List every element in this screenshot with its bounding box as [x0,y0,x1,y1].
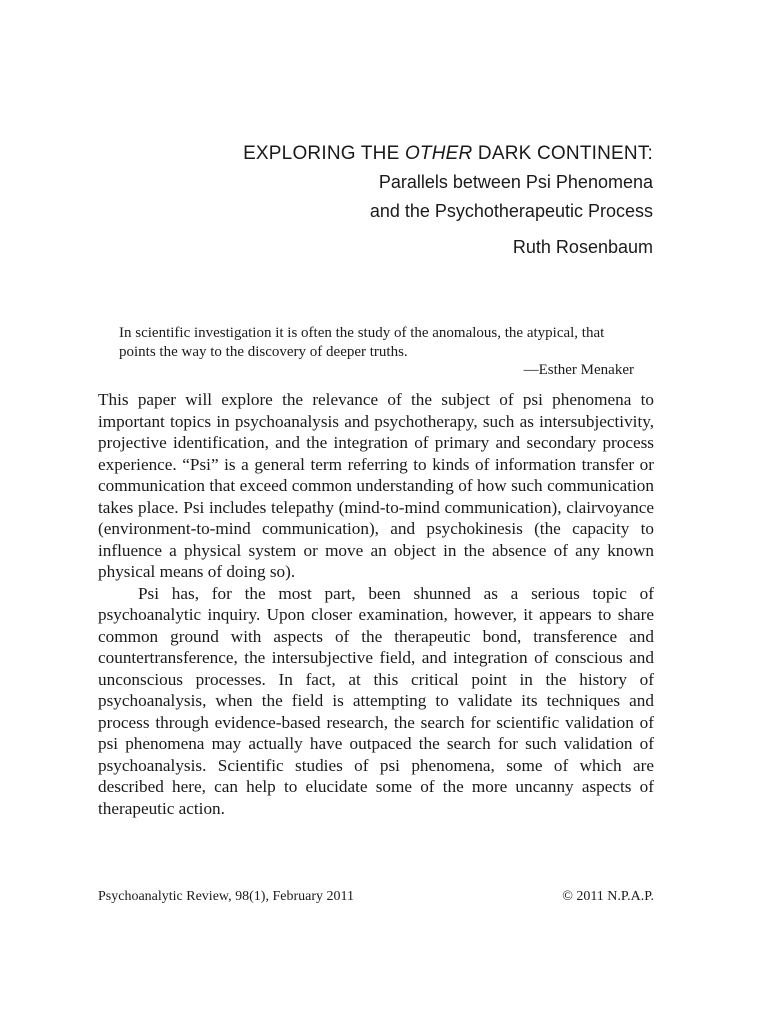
journal-citation: Psychoanalytic Review, 98(1), February 2011 [98,889,354,904]
article-subtitle [243,168,653,226]
epigraph [119,324,634,380]
epigraph-text: In scientific investigation it is often the study of the anomalous, the atypical, that points the way to the discovery of deeper truths. [119,325,605,360]
title-block [243,143,653,258]
title-part1: EXPLORING THE [243,143,405,164]
article-body [98,389,654,819]
page-footer [98,889,654,905]
fineprint-rights-notice [114,924,514,930]
epigraph-source: —Esther Menaker [523,362,634,378]
body-paragraph-1: This paper will explore the relevance of the subject of psi phenomena to important topics in psychoanalysis and psychotherapy, such as intersubjectivity, projective identification, and the integration of primary and secondary process experience. “Psi” is a general term referring to kinds of information transfer or communication that exceed common understanding of how such communication takes place. Psi includes telepathy (mind-to-mind communication), clairvoyance (environment-to-mind communication), and psychokinesis (the capacity to influence a physical system or move an object in the absence of any known physical means of doing so). [98,390,654,581]
title-part2: DARK CONTINENT: [472,143,653,164]
copyright-notice: © 2011 N.P.A.P. [562,889,654,904]
title-italic: OTHER [404,143,473,164]
subtitle-line-2: and the Psychotherapeutic Process [369,201,653,221]
article-title [243,143,653,165]
author-name: Ruth Rosenbaum [512,237,653,257]
subtitle-line-1: Parallels between Psi Phenomena [378,172,653,192]
body-paragraph-2: Psi has, for the most part, been shunned as a serious topic of psychoanalytic inquiry. Upon closer examination, however, it appears to share common ground with aspects of the therapeutic bond, transference and countertransference, the intersubjective field, and integration of conscious and unconscious processes. In fact, at this critical point in the history of psychoanalysis, when the field is attempting to validate its techniques and process through evidence-based research, the search for scientific validation of psi phenomena may actually have outpaced the search for such validation of psychoanalysis. Scientific studies of psi phenomena, some of which are described here, can help to elucidate some of the more uncanny aspects of therapeutic action. [98,583,654,818]
